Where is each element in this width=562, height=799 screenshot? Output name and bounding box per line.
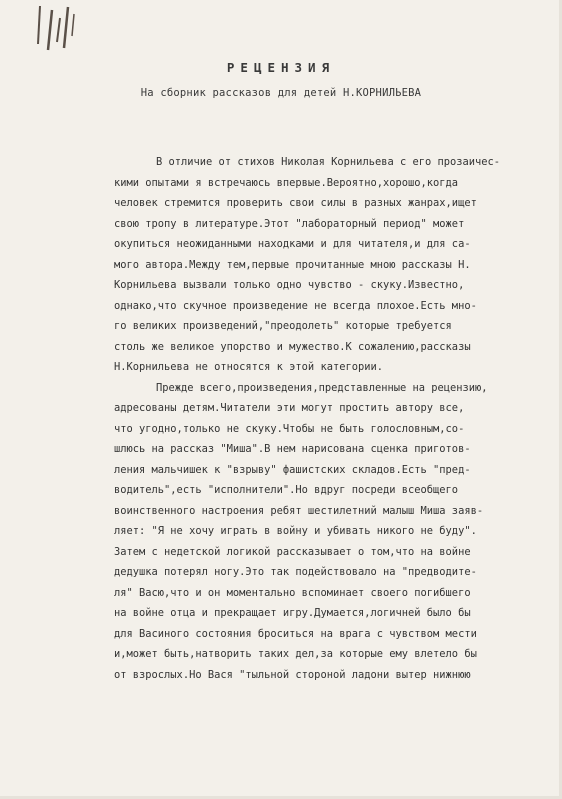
review-body	[114, 152, 554, 685]
text-line: и,может быть,натворить таких дел,за которые ему влетело бы	[114, 648, 477, 660]
text-line: столь же великое упорство и мужество.К сожалению,рассказы	[114, 340, 471, 353]
text-line: для Васиного состояния броситься на врага с чувством мести	[114, 627, 477, 640]
text-line: воинственного настроения ребят шестилетний малыш Миша заяв-	[114, 504, 484, 517]
text-line: человек стремится проверить свои силы в разных жанрах,ищет	[114, 197, 477, 209]
document-title: РЕЦЕНЗИЯ	[226, 60, 336, 75]
text-line: на войне отца и прекращает игру.Думается,логичней было бы	[114, 607, 471, 619]
text-line: Прежде всего,произведения,представленные на рецензию,	[156, 381, 488, 394]
handwritten-mark	[30, 4, 90, 54]
text-line: Н.Корнильева не относятся к этой категории.	[114, 361, 383, 373]
text-line: шлюсь на рассказ "Миша".В нем нарисована сценка приготов-	[114, 443, 471, 455]
text-line: окупиться неожиданными находками и для читателя,и для са-	[114, 238, 471, 250]
text-line: свою тропу в литературе.Этот "лабораторный период" может	[114, 217, 465, 230]
text-line: ля" Васю,что и он моментально вспоминает своего погибшего	[114, 586, 471, 599]
text-line: что угодно,только не скуку.Чтобы не быть голословным,со-	[114, 422, 465, 435]
text-line: дедушка потерял ногу.Это так подействовало на "предводите-	[114, 566, 477, 578]
text-line: ления мальчишек к "взрыву" фашистских складов.Есть "пред-	[114, 463, 471, 476]
text-line: водитель",есть "исполнители".Но вдруг посреди всеобщего	[114, 484, 459, 496]
text-line: Корнильева вызвали только одно чувство - скуку.Известно,	[114, 279, 465, 291]
text-line: мого автора.Между тем,первые прочитанные мною рассказы Н.	[114, 258, 471, 271]
text-line: В отличие от стихов Николая Корнильева с его прозаичес-	[156, 156, 501, 168]
text-line: го великих произведений,"преодолеть" которые требуется	[114, 320, 452, 332]
text-line: от взрослых.Но Вася "тыльной стороной ладони вытер нижнюю	[114, 668, 471, 681]
document-subtitle: На сборник рассказов для детей Н.КОРНИЛЬЕВА	[140, 87, 422, 99]
text-line: кими опытами я встречаюсь впервые.Вероятно,хорошо,когда	[114, 176, 459, 189]
text-line: Затем с недетской логикой рассказывает о том,что на войне	[114, 545, 471, 558]
text-line: однако,что скучное произведение не всегда плохое.Есть мно-	[114, 299, 477, 312]
text-line: ляет: "Я не хочу играть в войну и убивать никого не буду".	[114, 525, 477, 537]
text-line: адресованы детям.Читатели эти могут простить автору все,	[114, 402, 465, 414]
